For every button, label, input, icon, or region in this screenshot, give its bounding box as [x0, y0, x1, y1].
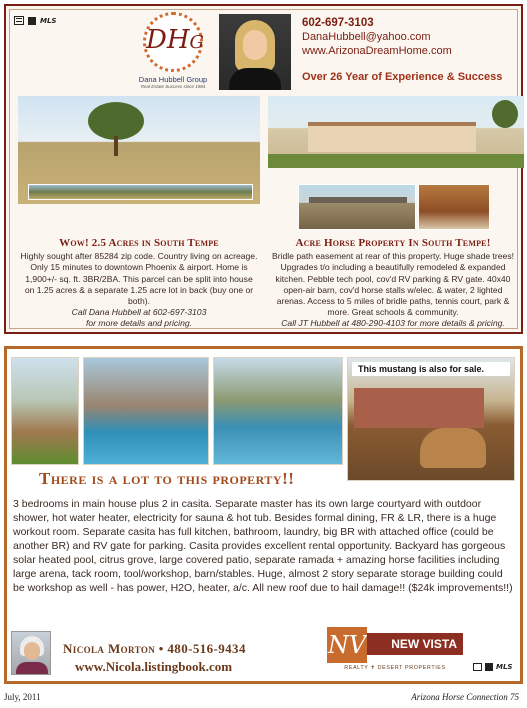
realtor-icon — [28, 17, 36, 25]
agent-name-phone: Nicola Morton • 480-516-9434 — [63, 641, 246, 656]
logo-tagline: Real Estate Success since 1984 — [140, 84, 206, 89]
house-photo — [268, 96, 524, 168]
patio-pool-photo — [213, 357, 343, 465]
mustang-photo — [347, 357, 515, 481]
contact-email[interactable]: DanaHubbell@yahoo.com — [302, 31, 431, 43]
contact-block — [302, 16, 452, 58]
mustang-caption: This mustang is also for sale. — [352, 362, 510, 376]
dana-hubbell-photo — [219, 14, 291, 90]
kitchen-photo — [418, 184, 490, 230]
logo-monogram: DHG — [146, 25, 204, 55]
new-vista-logo — [327, 627, 463, 673]
courtyard-photo — [11, 357, 79, 465]
listing-left-title: Wow! 2.5 Acres in South Tempe — [59, 237, 219, 249]
barn-photo — [298, 184, 416, 230]
listing-left-call: Call Dana Hubbell at 602-697-3103 — [71, 307, 207, 318]
listing-right-body: Bridle path easement at rear of this property. Huge shade trees! Upgrades t/o including a beautifully remodeled & expanded kitchen. Pebble tech pool, cov'd RV parking & RV gate. 40x40 open-air barn, cov'd horse stalls w/elec. & water, 2 lighted arenas. Access to 5 miles of bridle paths, tennis court, park & more. Great schools & community. — [271, 251, 515, 318]
land-panorama-photo — [28, 184, 253, 200]
mls-label: MLS — [40, 16, 57, 25]
experience-tagline: Over 26 Year of Experience & Success — [302, 71, 503, 83]
dana-hubbell-ad — [4, 4, 523, 334]
listing-right-title: Acre Horse Property In South Tempe! — [295, 237, 491, 249]
logo-monogram-ring — [143, 12, 203, 72]
listing-right — [270, 238, 516, 330]
equal-housing-icon — [473, 663, 482, 671]
contact-website[interactable]: www.ArizonaDreamHome.com — [302, 45, 452, 57]
new-vista-monogram: NV — [327, 627, 367, 663]
equal-housing-icon — [14, 16, 24, 25]
dana-hubbell-group-logo — [132, 12, 214, 98]
publication-page: Arizona Horse Connection 75 — [411, 692, 519, 702]
land-photo — [18, 96, 260, 204]
equal-housing-mls-badge-bottom — [473, 663, 512, 671]
equal-housing-mls-badge — [14, 16, 56, 25]
property-description: 3 bedrooms in main house plus 2 in casita. Separate master has its own large courtyard with outdoor shower, hot water heater, electricity for sauna & hot tub. Besides formal dining, FR & LR, there is a huge workout room. Separate casita has full kitchen, bathroom, laundry, big BR with attached office (could be another BR) and RV gate for parking. Casita provides excellent rental opportunity. Backyard has gorgeous solar heated pool, citrus grove, large covered patio, separate ramada + amazing horse facilities including large arena, tack room, tool/workshop, barn/stables. Huge, almost 2 story separate storage building could be workshop as well - has power, H2O, heater, a/c. All new roof due to hail damage!! ($24k improvements!!) — [13, 498, 513, 594]
nicola-morton-photo — [11, 631, 51, 675]
listing-right-call: Call JT Hubbell at 480-290-4103 for more details & pricing. — [281, 318, 505, 329]
logo-name: Dana Hubbell Group — [138, 75, 208, 84]
new-vista-name: NEW VISTA — [367, 633, 463, 655]
listing-left — [20, 238, 258, 330]
contact-phone[interactable]: 602-697-3103 — [302, 17, 374, 29]
nicola-morton-ad — [4, 346, 523, 684]
new-vista-subtitle: REALTY ✝ DESERT PROPERTIES — [344, 665, 446, 671]
pool-photo — [83, 357, 209, 465]
listing-left-call-more: for more details and pricing. — [85, 318, 193, 329]
agent-website[interactable]: www.Nicola.listingbook.com — [75, 659, 233, 674]
listing-left-body: Highly sought after 85284 zip code. Country living on acreage. Only 15 minutes to downtown Phoenix & airport. Home is 1,900+/- sq. ft. 3BR/2BA. This parcel can be split into house on 1.25 acres & a separate 1.25 acre lot in back (buy one or both). — [20, 251, 258, 307]
property-headline: There is a lot to this property!! — [39, 469, 295, 488]
mls-label: MLS — [496, 663, 513, 671]
realtor-icon — [485, 663, 493, 671]
issue-date: July, 2011 — [4, 692, 41, 702]
